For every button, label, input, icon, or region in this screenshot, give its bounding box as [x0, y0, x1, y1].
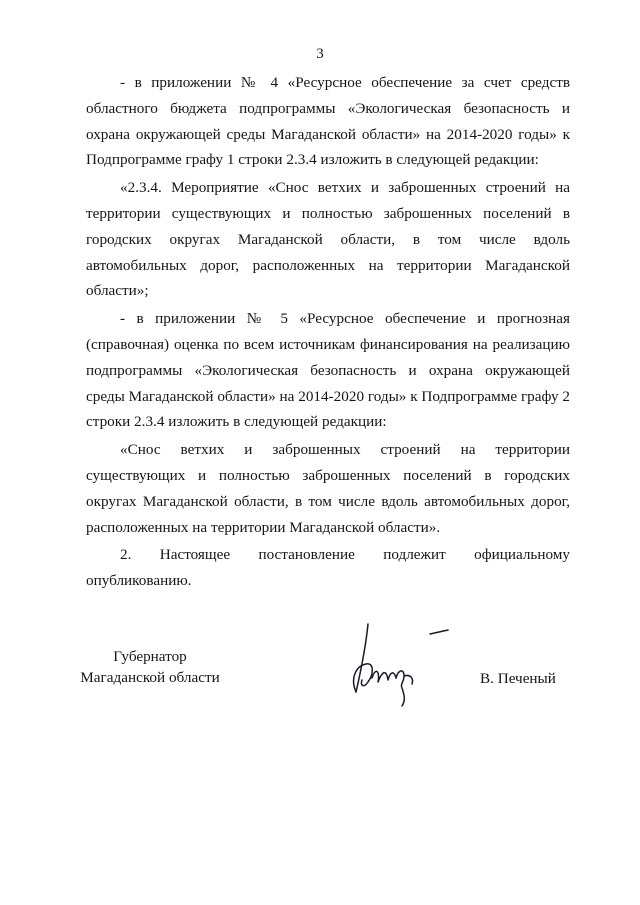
signer-title — [80, 646, 220, 688]
signer-title-line2: Магаданской области — [80, 669, 220, 686]
page-number: 3 — [316, 46, 324, 62]
paragraph-publication: 2. Настоящее постановление подлежит официальному опубликованию. — [86, 546, 570, 590]
handwritten-signature — [344, 622, 454, 708]
signer-name: В. Печеный — [480, 670, 556, 687]
document-body — [86, 70, 570, 594]
paragraph-amendment-appendix-4: - в приложении № 4 «Ресурсное обеспечение за счет средств областного бюджета подпрограммы «Экологическая безопасность и охрана окружающей среды Магаданской области» на 2014-2020 годы» к Подпрограмме графу 1 строки 2.3.4 изложить в следующей редакции: — [86, 74, 570, 169]
signature-block — [0, 646, 640, 736]
paragraph-measure-2-3-4: «2.3.4. Мероприятие «Снос ветхих и заброшенных строений на территории существующих и полностью заброшенных поселений в городских округах Магаданской области, в том числе вдоль автомобильных дорог, расположенных на территории Магаданской области»; — [86, 179, 570, 300]
signer-title-line1: Губернатор — [113, 648, 187, 665]
paragraph-amendment-appendix-5: - в приложении № 5 «Ресурсное обеспечение и прогнозная (справочная) оценка по всем источникам финансирования на реализацию подпрограммы «Экологическая безопасность и охрана окружающей среды Магаданской области» на 2014-2020 годы» к Подпрограмме графу 2 строки 2.3.4 изложить в следующей редакции: — [86, 310, 570, 431]
paragraph-new-wording: «Снос ветхих и заброшенных строений на территории существующих и полностью заброшенных поселений в городских округах Магаданской области, в том числе вдоль автомобильных дорог, расположенных на территории Магаданской области». — [86, 441, 570, 536]
